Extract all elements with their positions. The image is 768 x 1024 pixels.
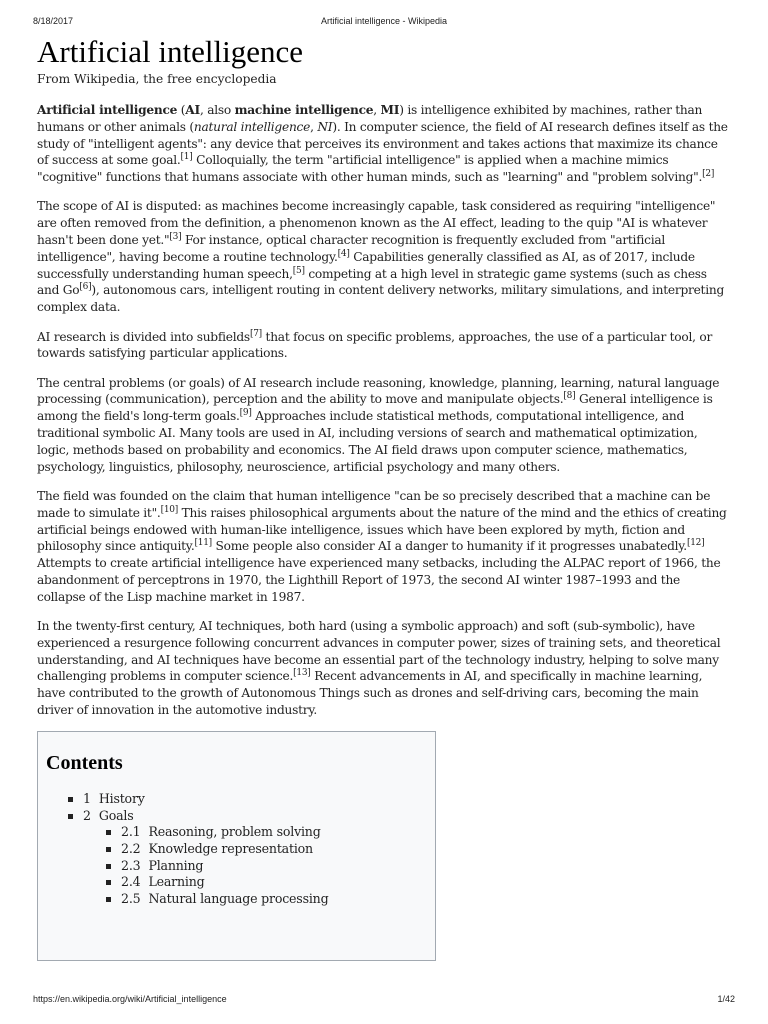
bullet-icon [106,830,111,835]
toc-item-learning[interactable]: 2.4 Learning [46,874,435,891]
citation-link[interactable]: [13] [293,668,311,679]
table-of-contents [37,731,436,961]
citation-link[interactable]: [6] [79,282,92,293]
italic-term: natural intelligence [193,119,311,134]
citation-link[interactable]: [10] [160,504,179,515]
citation-link[interactable]: [8] [563,391,576,402]
citation-link[interactable]: [5] [292,265,305,276]
citation-link[interactable]: [7] [249,328,262,339]
article-title: Artificial intelligence [37,34,303,69]
bold-term: machine intelligence [234,103,374,117]
bullet-icon [106,847,111,852]
toc-item-goals[interactable]: 2 Goals 2.1 Reasoning, problem solving 2.2 Knowledge representation 2.3 Planning 2.4 Learning 2.5 Natural language processing [46,808,435,908]
citation-link[interactable]: [4] [337,248,350,259]
article-tagline: From Wikipedia, the free encyclopedia [37,72,277,86]
toc-title: Contents [46,752,123,775]
citation-link[interactable]: [9] [239,408,252,419]
print-url: https://en.wikipedia.org/wiki/Artificial_intelligence [33,994,227,1004]
print-page-title: Artificial intelligence - Wikipedia [320,16,448,26]
toc-item-reasoning[interactable]: 2.1 Reasoning, problem solving [46,824,435,841]
bullet-icon [106,897,111,902]
print-footer [33,994,735,1004]
italic-term: NI [317,119,333,134]
citation-link[interactable]: [3] [169,232,182,243]
bullet-icon [68,797,73,802]
citation-link[interactable]: [2] [702,169,715,180]
toc-item-knowledge[interactable]: 2.2 Knowledge representation [46,841,435,858]
paragraph-1: Artificial intelligence (AI, also machine intelligence, MI) is intelligence exhibited by machines, rather than humans or other animals (natural intelligence, NI). In computer science, the field of AI research defines itself as the study of "intelligent agents": any device that perceives its environment and takes actions that maximize its chance of success at some goal.[1] Colloquially, the term "artificial intelligence" is applied when a machine mimics "cognitive" functions that humans associate with other human minds, such as "learning" and "problem solving".[2] [37,103,728,185]
bullet-icon [106,880,111,885]
print-header [33,16,735,26]
toc-item-planning[interactable]: 2.3 Planning [46,858,435,875]
paragraph-4: The central problems (or goals) of AI research include reasoning, knowledge, planning, learning, natural language processing (communication), perception and the ability to move and manipulate objects.[8] General intelligence is among the field's long-term goals.[9] Approaches include statistical methods, computational intelligence, and traditional symbolic AI. Many tools are used in AI, including versions of search and mathematical optimization, logic, methods based on probability and economics. The AI field draws upon computer science, mathematics, psychology, linguistics, philosophy, neuroscience, artificial psychology and many others. [37,375,720,474]
citation-link[interactable]: [11] [194,538,212,549]
paragraph-5: The field was founded on the claim that human intelligence "can be so precisely described that a machine can be made to simulate it".[10] This raises philosophical arguments about the nature of the mind and the ethics of creating artificial beings endowed with human-like intelligence, issues which have been explored by myth, fiction and philosophy since antiquity.[11] Some people also consider AI a danger to humanity if it progresses unabatedly.[12] Attempts to create artificial intelligence have experienced many setbacks, including the ALPAC report of 1966, the abandonment of perceptrons in 1970, the Lighthill Report of 1973, the second AI winter 1987–1993 and the collapse of the Lisp machine market in 1987. [37,488,727,604]
citation-link[interactable]: [1] [180,152,193,163]
bold-term: Artificial intelligence [37,103,178,117]
article-content [37,33,732,961]
paragraph-3: AI research is divided into subfields[7] that focus on specific problems, approaches, the use of a particular tool, or towards satisfying particular applications. [37,328,713,361]
bullet-icon [68,814,73,819]
bold-term: MI [380,103,400,117]
paragraph-2: The scope of AI is disputed: as machines become increasingly capable, task considered as requiring "intelligence" are often removed from the definition, a phenomenon known as the AI effect, leading to the quip "AI is whatever hasn't been done yet."[3] For instance, optical character recognition is frequently excluded from "artificial intelligence", having become a routine technology.[4] Capabilities generally classified as AI, as of 2017, include successfully understanding human speech,[5] competing at a high level in strategic game systems (such as chess and Go[6]), autonomous cars, intelligent routing in content delivery networks, military simulations, and interpreting complex data. [37,199,724,315]
toc-sublist [46,824,435,907]
toc-item-history[interactable]: 1 History [46,791,435,808]
citation-link[interactable]: [12] [686,538,705,549]
print-page-number: 1/42 [717,994,735,1004]
toc-item-nlp[interactable]: 2.5 Natural language processing [46,891,435,908]
bullet-icon [106,864,111,869]
paragraph-6: In the twenty-first century, AI techniques, both hard (using a symbolic approach) and soft (sub-symbolic), have experienced a resurgence following concurrent advances in computer power, sizes of training sets, and theoretical understanding, and AI techniques have become an essential part of the technology industry, helping to solve many challenging problems in computer science.[13] Recent advancements in AI, and specifically in machine learning, have contributed to the growth of Autonomous Things such as drones and self-driving cars, becoming the main driver of innovation in the automotive industry. [37,619,721,717]
print-date: 8/18/2017 [33,16,74,26]
bold-term: AI [185,103,200,117]
toc-list [46,791,435,907]
